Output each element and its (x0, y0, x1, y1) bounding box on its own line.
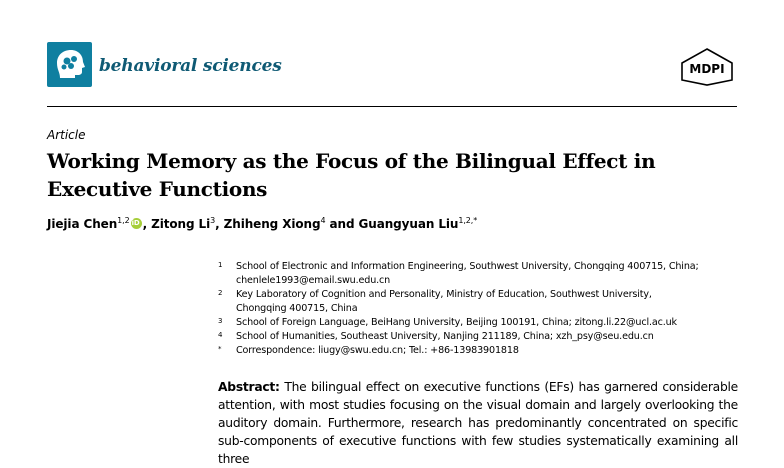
author-affil-sup: 1,2 (117, 216, 130, 225)
affiliation-number: 1 (218, 261, 223, 269)
author-name[interactable]: Jiejia Chen (47, 217, 118, 231)
affiliation-item (218, 316, 738, 330)
article-title (47, 147, 697, 203)
orcid-icon[interactable] (131, 218, 142, 229)
author-affil-sup: 1,2,* (458, 216, 478, 225)
affiliation-line[interactable]: School of Foreign Language, BeiHang University, Beijing 100191, China; zitong.li.22@ucl.ac.uk (236, 317, 677, 328)
affiliation-number: 4 (218, 331, 223, 339)
correspondence-line[interactable]: Correspondence: liugy@swu.edu.cn; Tel.: +86-13983901818 (236, 345, 519, 356)
affiliation-number: 3 (218, 317, 223, 325)
author-separator: , (215, 217, 224, 231)
mdpi-logo-icon (677, 48, 737, 86)
publisher-name: MDPI (689, 62, 725, 76)
affiliation-item (218, 330, 738, 344)
author-affil-sup: 4 (320, 216, 326, 225)
author-name[interactable]: Zhiheng Xiong (223, 217, 321, 231)
header-divider (47, 106, 737, 107)
affiliation-line: Key Laboratory of Cognition and Personality, Ministry of Education, Southwest University, (236, 289, 652, 300)
affiliation-line: Chongqing 400715, China (236, 303, 358, 314)
author-list (47, 216, 477, 231)
affiliation-line: School of Electronic and Information Engineering, Southwest University, Chongqing 400715, China; (236, 261, 699, 272)
abstract-label: Abstract: (218, 380, 280, 394)
correspondence-item (218, 344, 738, 358)
title-line-2: Executive Functions (47, 177, 268, 201)
article-type-label: Article (47, 128, 86, 142)
journal-name: behavioral sciences (99, 56, 282, 76)
affiliation-item (218, 288, 738, 316)
title-line-1: Working Memory as the Focus of the Bilingual Effect in (47, 149, 656, 173)
affiliation-number: 2 (218, 289, 223, 297)
journal-header (47, 42, 737, 106)
abstract (218, 378, 738, 468)
journal-logo-icon (47, 42, 92, 87)
author-separator: and (325, 217, 359, 231)
affiliation-number: * (218, 345, 222, 353)
author-name[interactable]: Guangyuan Liu (358, 217, 459, 231)
author-name[interactable]: Zitong Li (151, 217, 211, 231)
affiliation-line[interactable]: School of Humanities, Southeast University, Nanjing 211189, China; xzh_psy@seu.edu.cn (236, 331, 654, 342)
author-separator: , (142, 217, 152, 231)
author-affil-sup: 3 (210, 216, 216, 225)
affiliation-item (218, 260, 738, 288)
abstract-text: The bilingual effect on executive functions (EFs) has garnered considerable attention, with most studies focusing on the visual domain and largely overlooking the auditory domain. Furthermore, research has predominantly concentrated on specific sub-components of executive functions with few studies systematically examining all three (218, 380, 738, 466)
affiliation-line[interactable]: chenlele1993@email.swu.edu.cn (236, 275, 391, 286)
affiliations (218, 260, 738, 358)
